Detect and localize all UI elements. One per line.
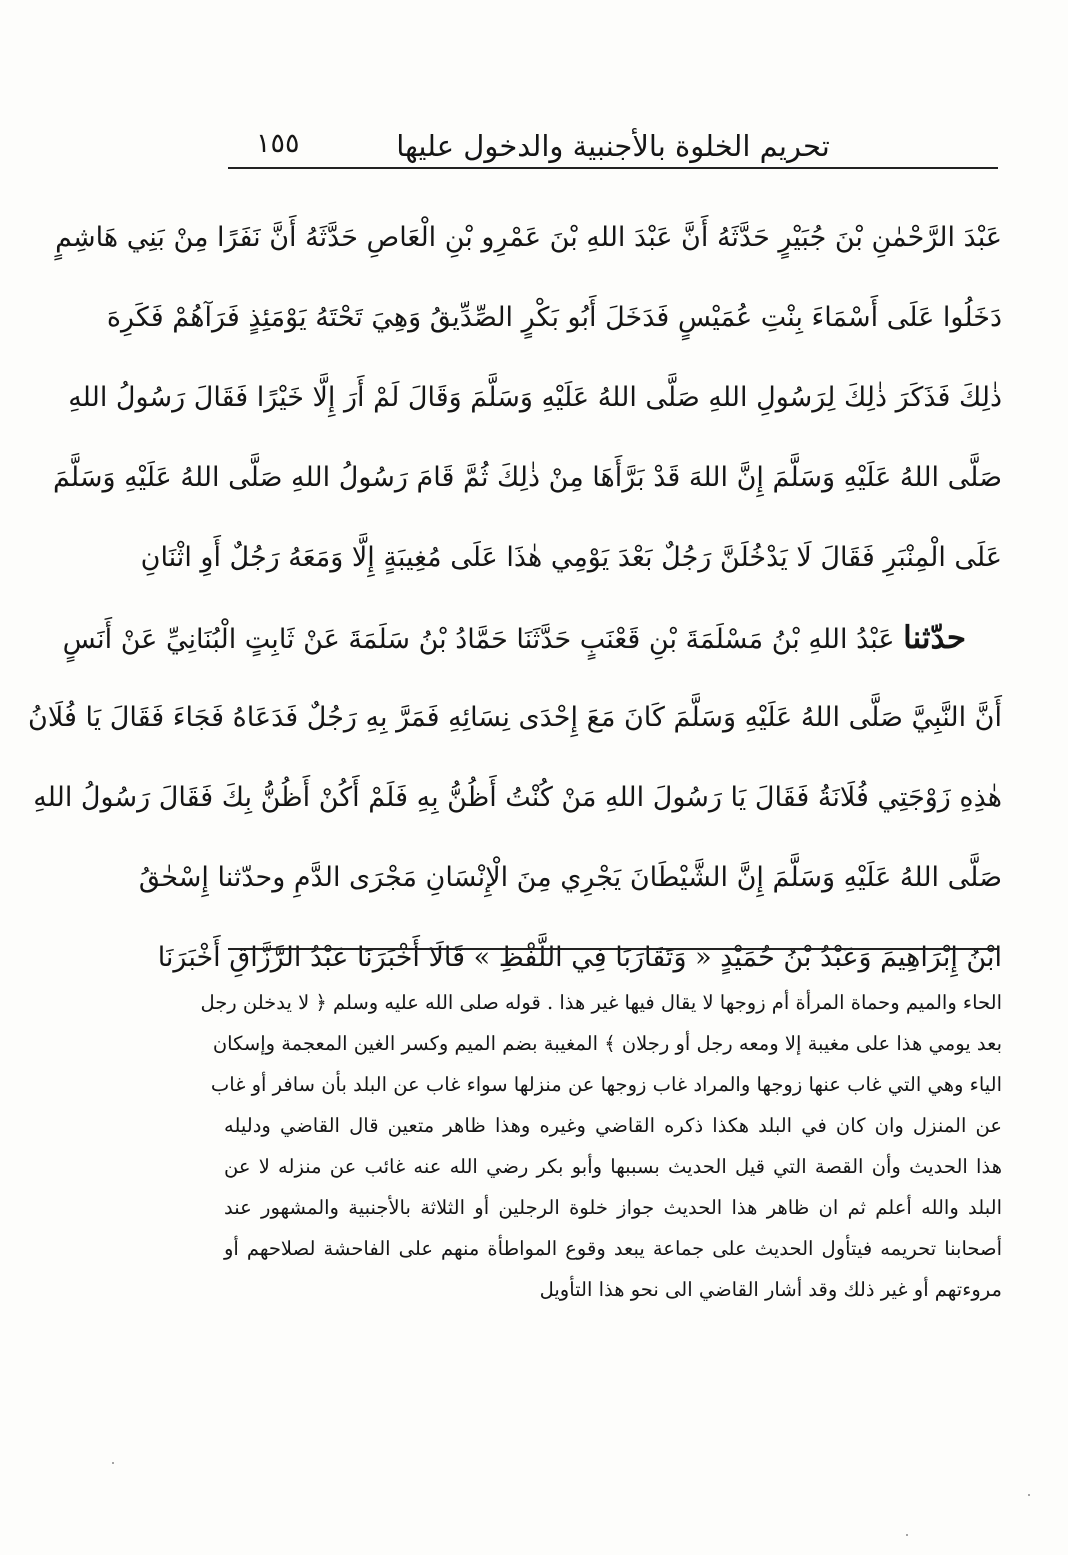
hadith-line: ابْنُ إِبْرَاهِيمَ وَعَبْدُ بْنُ حُمَيْدٍ « وَتَقَارَبَا فِي اللَّفْظِ » قَالَا أَخْبَرَنَا عَبْدُ الرَّزَّاقِ أَخْبَرَنَا <box>157 942 1002 973</box>
scan-speck <box>906 1534 908 1536</box>
commentary-line: البلد والله أعلم ثم ان ظاهر هذا الحديث جواز خلوة الرجلين أو الثلاثة بالأجنبية والمشهور عند <box>224 1196 1002 1219</box>
hadith-text <box>28 198 1002 998</box>
commentary-line: أصحابنا تحريمه فيتأول الحديث على جماعة يبعد وقوع المواطأة منهم على الفاحشة لصلاحهم أو <box>224 1237 1002 1260</box>
hadith-line-text: عَلَى الْمِنْبَرِ فَقَالَ لَا يَدْخُلَنَّ رَجُلٌ بَعْدَ يَوْمِي هٰذَا عَلَى مُغِيبَةٍ إِلَّا وَمَعَهُ رَجُلٌ أَوِ اثْنَانِ <box>140 542 1002 573</box>
header-rule <box>228 167 998 169</box>
commentary-line: الياء وهي التي غاب عنها زوجها والمراد غاب زوجها عن منزلها سواء غاب عن البلد بأن سافر أو غاب <box>210 1073 1002 1096</box>
hadith-marker: حدّثنا <box>903 620 966 656</box>
hadith-line: صَلَّى اللهُ عَلَيْهِ وَسَلَّمَ إِنَّ اللهَ قَدْ بَرَّأَهَا مِنْ ذٰلِكَ ثُمَّ قَامَ رَسُولُ اللهِ صَلَّى اللهُ عَلَيْهِ وَسَلَّمَ <box>52 462 1002 493</box>
commentary-rule <box>228 948 998 950</box>
hadith-line <box>140 518 1002 598</box>
hadith-line-with-marker <box>62 598 1002 678</box>
commentary-line: هذا الحديث وأن القصة التي قيل الحديث بسببها وأبو بكر رضي الله عنه غائب عن منزله لا عن <box>224 1155 1002 1178</box>
hadith-line: صَلَّى اللهُ عَلَيْهِ وَسَلَّمَ إِنَّ الشَّيْطَانَ يَجْرِي مِنَ الْإِنْسَانِ مَجْرَى الدَّمِ وحدّثنا إِسْحٰقُ <box>138 862 1002 893</box>
hadith-line: ذٰلِكَ فَذَكَرَ ذٰلِكَ لِرَسُولِ اللهِ صَلَّى اللهُ عَلَيْهِ وَسَلَّمَ وَقَالَ لَمْ أَرَ إِلَّا خَيْرًا فَقَالَ رَسُولُ اللهِ <box>68 382 1002 413</box>
scan-speck <box>1028 1494 1030 1496</box>
commentary-line: مروءتهم أو غير ذلك وقد أشار القاضي الى نحو هذا التأويل <box>539 1278 1002 1301</box>
scan-speck <box>112 1462 114 1464</box>
commentary-line: الحاء والميم وحماة المرأة أم زوجها لا يقال فيها غير هذا . قوله صلى الله عليه وسلم ﴿ لا يدخلن رجل <box>200 991 1002 1014</box>
commentary-line: عن المنزل وان كان في البلد هكذا ذكره القاضي وغيره وهذا ظاهر متعين قال القاضي ودليله <box>224 1114 1002 1137</box>
hadith-line: أَنَّ النَّبِيَّ صَلَّى اللهُ عَلَيْهِ وَسَلَّمَ كَانَ مَعَ إِحْدَى نِسَائِهِ فَمَرَّ بِهِ رَجُلٌ فَدَعَاهُ فَجَاءَ فَقَالَ يَا فُلَانُ <box>28 702 1002 733</box>
running-header <box>228 112 998 166</box>
commentary-line: بعد يومي هذا على مغيبة إلا ومعه رجل أو رجلان ﴾ المغيبة بضم الميم وكسر الغين المعجمة وإسكان <box>212 1032 1002 1055</box>
running-title: تحريم الخلوة بالأجنبية والدخول عليها <box>396 129 830 163</box>
hadith-line-text: عَبْدُ اللهِ بْنُ مَسْلَمَةَ بْنِ قَعْنَبٍ حَدَّثَنَا حَمَّادُ بْنُ سَلَمَةَ عَنْ ثَابِتٍ الْبُنَانِيِّ عَنْ أَنَسٍ <box>62 624 895 655</box>
commentary-text <box>200 982 1002 1310</box>
hadith-line: هٰذِهِ زَوْجَتِي فُلَانَةُ فَقَالَ يَا رَسُولَ اللهِ مَنْ كُنْتُ أَظُنُّ بِهِ فَلَمْ أَكُنْ أَظُنُّ بِكَ فَقَالَ رَسُولُ اللهِ <box>33 782 1002 813</box>
hadith-line: عَبْدَ الرَّحْمٰنِ بْنَ جُبَيْرٍ حَدَّثَهُ أَنَّ عَبْدَ اللهِ بْنَ عَمْرِو بْنِ الْعَاصِ حَدَّثَهُ أَنَّ نَفَرًا مِنْ بَنِي هَاشِمٍ <box>55 222 1002 253</box>
page-number: ١٥٥ <box>256 128 300 159</box>
hadith-line: دَخَلُوا عَلَى أَسْمَاءَ بِنْتِ عُمَيْسٍ فَدَخَلَ أَبُو بَكْرٍ الصِّدِّيقُ وَهِيَ تَحْتَهُ يَوْمَئِذٍ فَرَآهُمْ فَكَرِهَ <box>106 302 1002 333</box>
